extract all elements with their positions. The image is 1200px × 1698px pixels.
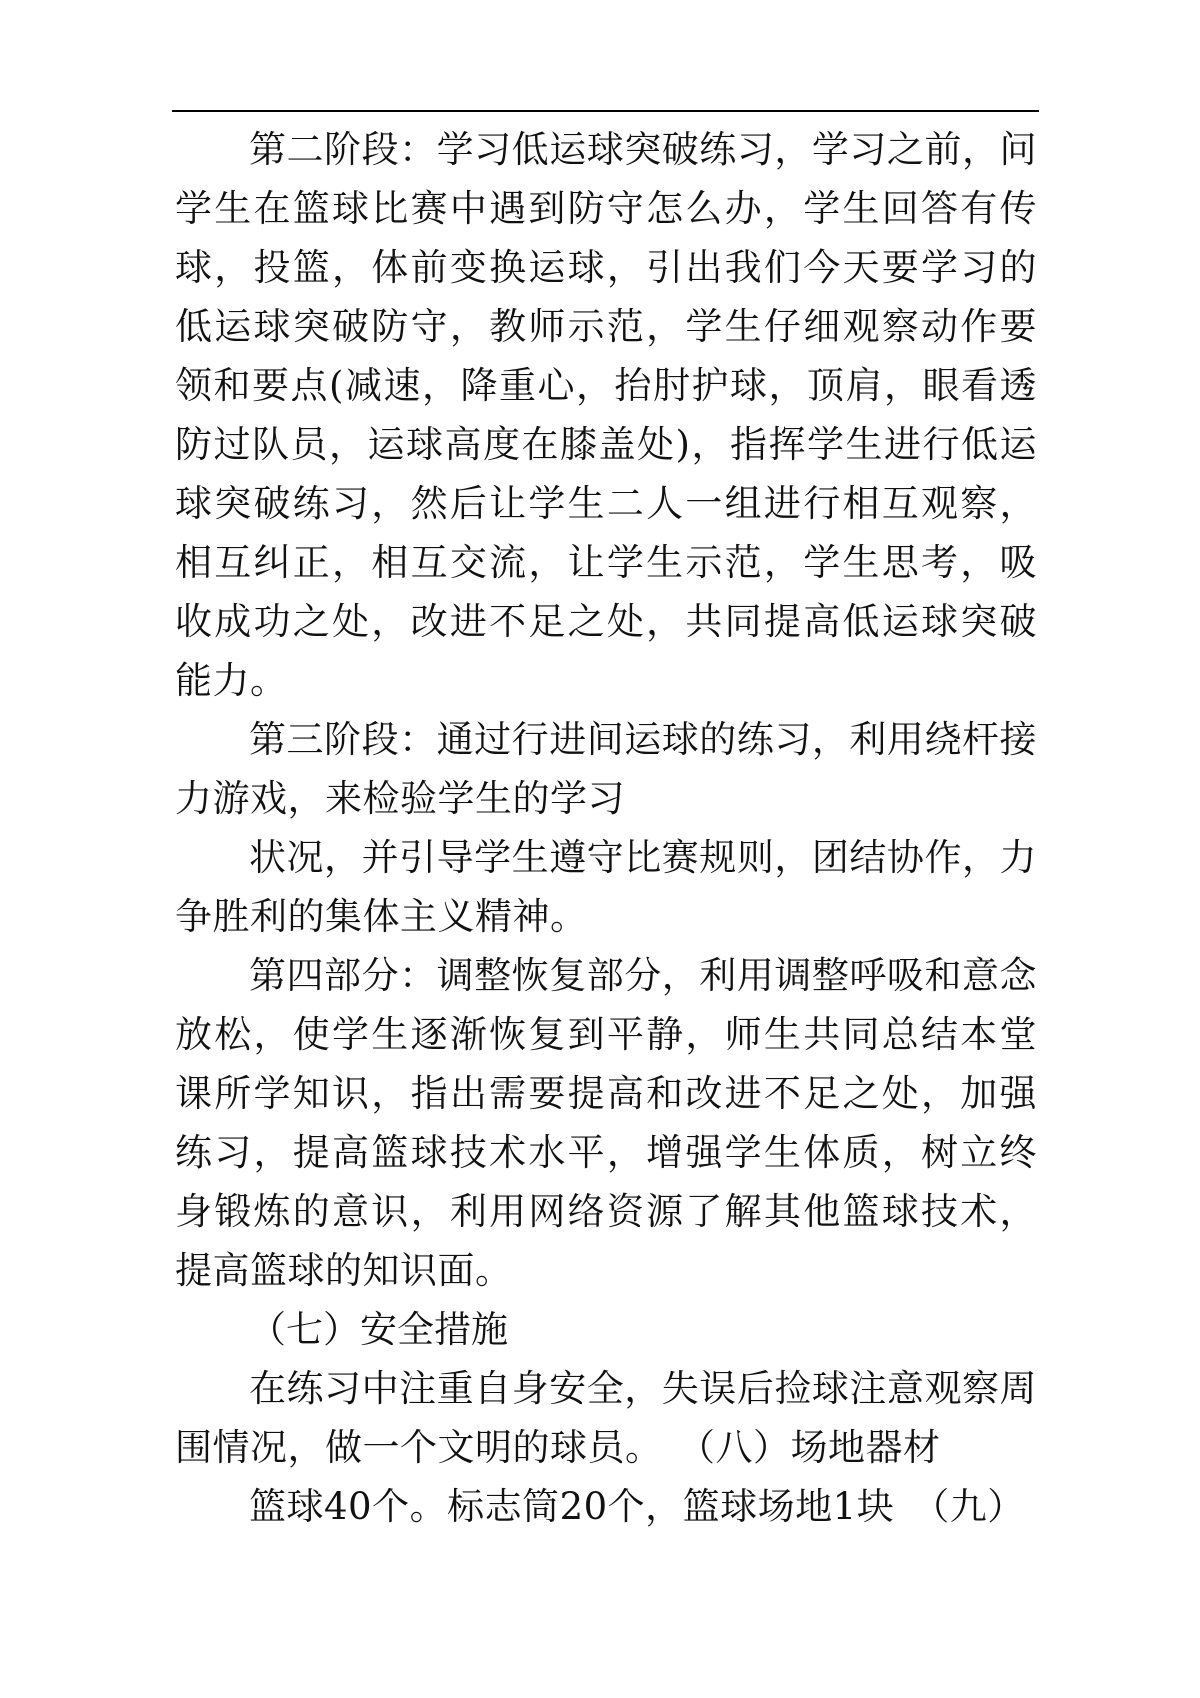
equipment-text: 篮球40个。标志筒20个，篮球场地1块 xyxy=(249,1485,895,1528)
heading-safety-measures: （七）安全措施 xyxy=(249,1308,508,1351)
paragraph-safety xyxy=(175,1359,1037,1477)
paragraph-equipment xyxy=(175,1477,1037,1536)
paragraph-stage-three: 第三阶段：通过行进间运球的练习，利用绕杆接力游戏，来检验学生的学习 xyxy=(175,718,1037,820)
safety-text: 在练习中注重自身安全，失误后捡球注意观察周围情况，做一个文明的球员。 xyxy=(175,1367,1037,1469)
heading-venue-equipment: （八）场地器材 xyxy=(696,1426,941,1469)
document-body xyxy=(175,120,1037,1536)
paragraph-part-four: 第四部分：调整恢复部分，利用调整呼吸和意念放松，使学生逐渐恢复到平静，师生共同总结本堂课所学知识，指出需要提高和改进不足之处，加强练习，提高篮球技术水平，增强学生体质，树立终身锻炼的意识，利用网络资源了解其他篮球技术，提高篮球的知识面。 xyxy=(175,954,1037,1292)
paragraph-stage-two: 第二阶段：学习低运球突破练习，学习之前，问学生在篮球比赛中遇到防守怎么办，学生回答有传球，投篮，体前变换运球，引出我们今天要学习的低运球突破防守，教师示范，学生仔细观察动作要领和要点(减速，降重心，抬肘护球，顶肩，眼看透防过队员，运球高度在膝盖处)，指挥学生进行低运球突破练习，然后让学生二人一组进行相互观察，相互纠正，相互交流，让学生示范，学生思考，吸收成功之处，改进不足之处，共同提高低运球突破能力。 xyxy=(175,128,1037,702)
heading-nine: （九） xyxy=(912,1485,1025,1528)
paragraph-stage-three-continued: 状况，并引导学生遵守比赛规则，团结协作，力争胜利的集体主义精神。 xyxy=(175,836,1037,938)
header-rule xyxy=(172,110,1039,112)
